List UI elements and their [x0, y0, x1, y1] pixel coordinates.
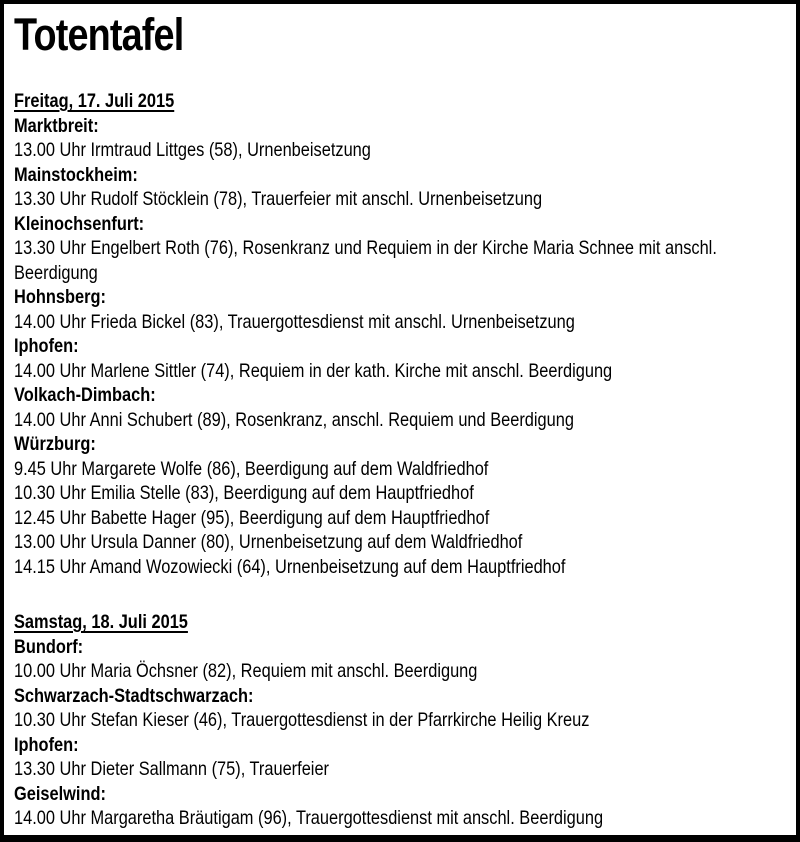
funeral-entry: 14.00 Uhr Frieda Bickel (83), Trauergottesdienst mit anschl. Urnenbeisetzung [14, 310, 575, 333]
funeral-entry: 14.00 Uhr Anni Schubert (89), Rosenkranz, anschl. Requiem und Beerdigung [14, 408, 574, 431]
day-list [14, 89, 784, 831]
funeral-entry: 10.00 Uhr Maria Öchsner (82), Requiem mit anschl. Beerdigung [14, 660, 478, 682]
place-name: Volkach-Dimbach: [14, 384, 156, 406]
day-section [14, 89, 784, 579]
funeral-entry: 13.00 Uhr Ursula Danner (80), Urnenbeisetzung auf dem Waldfriedhof [14, 531, 523, 553]
day-section [14, 610, 784, 831]
place-name: Geiselwind: [14, 782, 106, 805]
date-heading: Samstag, 18. Juli 2015 [14, 611, 188, 633]
funeral-entry: 13.30 Uhr Rudolf Stöcklein (78), Trauerfeier mit anschl. Urnenbeisetzung [14, 188, 543, 210]
funeral-entry: 10.30 Uhr Emilia Stelle (83), Beerdigung auf dem Hauptfriedhof [14, 482, 474, 504]
funeral-entry: 12.45 Uhr Babette Hager (95), Beerdigung auf dem Hauptfriedhof [14, 506, 490, 529]
place-name: Bundorf: [14, 635, 84, 658]
place-name: Iphofen: [14, 335, 79, 357]
place-name: Iphofen: [14, 733, 79, 756]
funeral-entry: 13.30 Uhr Engelbert Roth (76), Rosenkranz und Requiem in der Kirche Maria Schnee mit anschl. Beerdigung [14, 237, 717, 284]
place-name: Marktbreit: [14, 114, 99, 137]
place-name: Kleinochsenfurt: [14, 212, 145, 235]
funeral-entry: 14.00 Uhr Margaretha Bräutigam (96), Trauergottesdienst mit anschl. Beerdigung [14, 807, 604, 829]
content-area [14, 9, 784, 831]
page-title: Totentafel [14, 9, 184, 60]
place-name: Mainstockheim: [14, 163, 138, 186]
funeral-entry: 14.15 Uhr Amand Wozowiecki (64), Urnenbeisetzung auf dem Hauptfriedhof [14, 555, 566, 578]
funeral-entry: 13.30 Uhr Dieter Sallmann (75), Trauerfeier [14, 758, 330, 780]
funeral-entry: 10.30 Uhr Stefan Kieser (46), Trauergottesdienst in der Pfarrkirche Heilig Kreuz [14, 709, 590, 731]
place-name: Würzburg: [14, 433, 96, 455]
funeral-entry: 14.00 Uhr Marlene Sittler (74), Requiem in der kath. Kirche mit anschl. Beerdigung [14, 359, 613, 382]
date-heading: Freitag, 17. Juli 2015 [14, 90, 175, 112]
funeral-entry: 9.45 Uhr Margarete Wolfe (86), Beerdigung auf dem Waldfriedhof [14, 457, 489, 480]
place-name: Schwarzach-Stadtschwarzach: [14, 684, 254, 707]
place-name: Hohnsberg: [14, 286, 106, 308]
funeral-entry: 13.00 Uhr Irmtraud Littges (58), Urnenbeisetzung [14, 139, 371, 161]
